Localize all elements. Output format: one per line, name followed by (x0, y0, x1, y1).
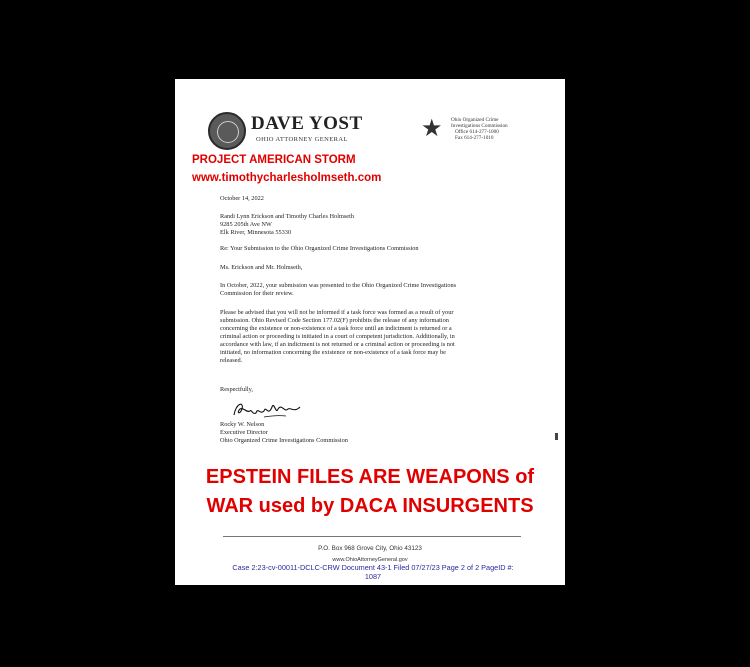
case-page-id: 1087 (364, 572, 382, 581)
commission-fax: Fax 614-277-1010 (455, 135, 494, 141)
commission-contact-block (451, 117, 561, 141)
paragraph-line: concerning the existence or non-existence of a task force until an indictment is returned or a (220, 325, 452, 332)
attorney-general-title: OHIO ATTORNEY GENERAL (256, 136, 348, 143)
overlay-headline-line2: WAR used by DACA INSURGENTS (206, 495, 534, 517)
paragraph-line: submission. Ohio Revised Code Section 177.02(F) prohibits the release of any information (220, 317, 449, 324)
paragraph-line: Please be advised that you will not be informed if a task force was formed as a result of your (220, 309, 454, 316)
commission-phone: Office 614-277-1000 (455, 129, 499, 135)
handwritten-signature (230, 397, 308, 421)
letter-date: October 14, 2022 (220, 195, 264, 202)
overlay-headline-line1: EPSTEIN FILES ARE WEAPONS of (205, 466, 535, 488)
paragraph-line: criminal action or proceeding is initiated in a court of competent jurisdiction. Additionally, in (220, 333, 455, 340)
recipient-name: Randi Lynn Erickson and Timothy Charles Holmseth (220, 213, 354, 220)
letter-page (175, 79, 565, 585)
paragraph-line: Commission for their review. (220, 290, 294, 297)
case-line: Case 2:23-cv-00011-DCLC-CRW Document 43-1 Filed 07/27/23 Page 2 of 2 PageID #: (232, 563, 514, 572)
attorney-general-name: DAVE YOST (251, 113, 363, 134)
paragraph-line: released. (220, 357, 243, 364)
commission-badge-icon: ★ (421, 116, 443, 142)
recipient-city: Elk River, Minnesota 55330 (220, 229, 292, 236)
footer-website: www.OhioAttorneyGeneral.gov (332, 557, 408, 563)
footer-address: P.O. Box 968 Grove City, Ohio 43123 (318, 545, 422, 552)
case-filing-stamp (193, 563, 553, 581)
commission-line: Investigations Commission (451, 123, 508, 129)
paragraph-line: accordance with law, if an indictment is not returned or a criminal action or proceeding is not (220, 341, 455, 348)
paragraph-1 (220, 282, 456, 298)
signer-title: Executive Director (220, 429, 268, 436)
signer-organization: Ohio Organized Crime Investigations Commission (220, 437, 348, 444)
footer-divider (223, 536, 521, 537)
overlay-title: PROJECT AMERICAN STORM (192, 154, 356, 166)
recipient-street: 9285 205th Ave NW (220, 221, 272, 228)
overlay-url: www.timothycharlesholmseth.com (192, 172, 382, 184)
closing: Respectfully, (220, 386, 253, 393)
page-edge-mark (555, 433, 558, 440)
ohio-seal-icon (208, 112, 246, 150)
salutation: Ms. Erickson and Mr. Holmseth, (220, 264, 303, 271)
commission-line: Ohio Organized Crime (451, 117, 499, 123)
subject-line: Re: Your Submission to the Ohio Organized Crime Investigations Commission (220, 245, 419, 252)
signer-block (220, 421, 348, 445)
paragraph-line: initiated, no information concerning the existence or non-existence of a task force may be (220, 349, 446, 356)
signer-name: Rocky W. Nelson (220, 421, 265, 428)
paragraph-line: In October, 2022, your submission was presented to the Ohio Organized Crime Investigations (220, 282, 457, 289)
recipient-address (220, 213, 354, 237)
paragraph-2 (220, 309, 455, 365)
